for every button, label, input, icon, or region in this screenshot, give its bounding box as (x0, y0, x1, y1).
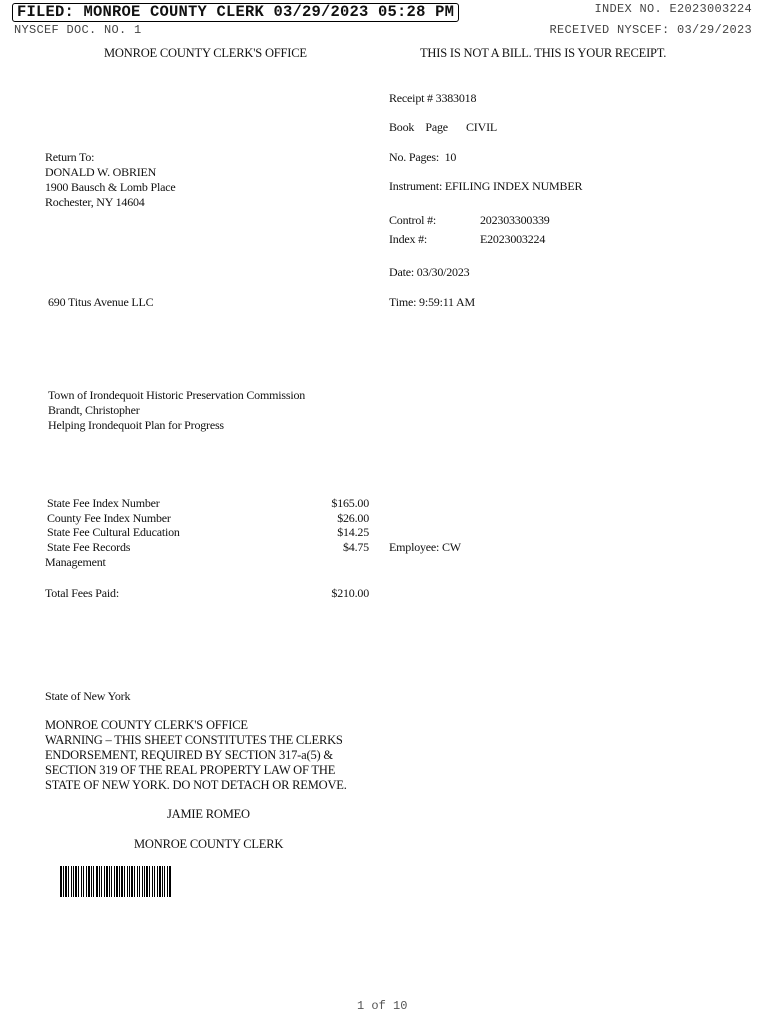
filed-stamp: FILED: MONROE COUNTY CLERK 03/29/2023 05:28 PM (12, 3, 459, 22)
parties-defendants (48, 388, 305, 433)
warning-block (45, 718, 347, 793)
fee-label: State Fee Cultural Education (47, 525, 180, 539)
return-to-label: Return To: (45, 150, 95, 164)
return-to-address-line1: 1900 Bausch & Lomb Place (45, 180, 176, 194)
fee-amount: $165.00 (331, 496, 369, 510)
party-defendant: Town of Irondequoit Historic Preservation Commission (48, 388, 306, 402)
page-indicator: 1 of 10 (357, 999, 408, 1013)
barcode-image (60, 866, 244, 897)
control-number: 202303300339 (480, 213, 550, 227)
return-to-block (45, 150, 176, 210)
control-label: Control #: (389, 213, 437, 227)
total-fees-label: Total Fees Paid: (45, 586, 119, 600)
index-label: Index #: (389, 232, 428, 246)
fee-label-continued: Management (45, 555, 106, 569)
receipt-notice: THIS IS NOT A BILL. THIS IS YOUR RECEIPT. (420, 46, 667, 60)
return-to-address-line2: Rochester, NY 14604 (45, 195, 145, 209)
office-title: MONROE COUNTY CLERK'S OFFICE (104, 46, 307, 60)
state-heading: State of New York (45, 689, 131, 703)
book-page-value: CIVIL (466, 120, 497, 134)
clerk-name: JAMIE ROMEO (167, 807, 250, 821)
index-number: INDEX NO. E2023003224 (594, 2, 752, 16)
party-defendant: Helping Irondequoit Plan for Progress (48, 418, 224, 432)
receipt-time: Time: 9:59:11 AM (389, 295, 475, 309)
number-of-pages: No. Pages: 10 (389, 150, 457, 164)
received-date: RECEIVED NYSCEF: 03/29/2023 (549, 23, 752, 37)
index-value: E2023003224 (480, 232, 546, 246)
fee-label: County Fee Index Number (47, 511, 171, 525)
book-page-label: Book Page (389, 120, 448, 134)
receipt-date: Date: 03/30/2023 (389, 265, 470, 279)
fee-amount: $26.00 (337, 511, 369, 525)
total-fees-amount: $210.00 (331, 586, 369, 600)
fee-amount: $4.75 (342, 540, 369, 554)
return-to-name: DONALD W. OBRIEN (45, 165, 157, 179)
party-defendant: Brandt, Christopher (48, 403, 140, 417)
warning-line: STATE OF NEW YORK. DO NOT DETACH OR REMOVE. (45, 778, 347, 792)
instrument-type: Instrument: EFILING INDEX NUMBER (389, 179, 583, 193)
warning-line: ENDORSEMENT, REQUIRED BY SECTION 317-a(5) & (45, 748, 333, 762)
clerk-title: MONROE COUNTY CLERK (134, 837, 284, 851)
warning-line: SECTION 319 OF THE REAL PROPERTY LAW OF THE (45, 763, 336, 777)
fee-amount: $14.25 (337, 525, 369, 539)
fee-label: State Fee Records (47, 540, 131, 554)
warning-line: WARNING – THIS SHEET CONSTITUTES THE CLERKS (45, 733, 343, 747)
employee: Employee: CW (389, 540, 461, 554)
party-plaintiff: 690 Titus Avenue LLC (48, 295, 154, 309)
warning-line: MONROE COUNTY CLERK'S OFFICE (45, 718, 248, 732)
receipt-number: Receipt # 3383018 (389, 91, 477, 105)
nyscef-doc-number: NYSCEF DOC. NO. 1 (14, 23, 142, 37)
fee-label: State Fee Index Number (47, 496, 160, 510)
